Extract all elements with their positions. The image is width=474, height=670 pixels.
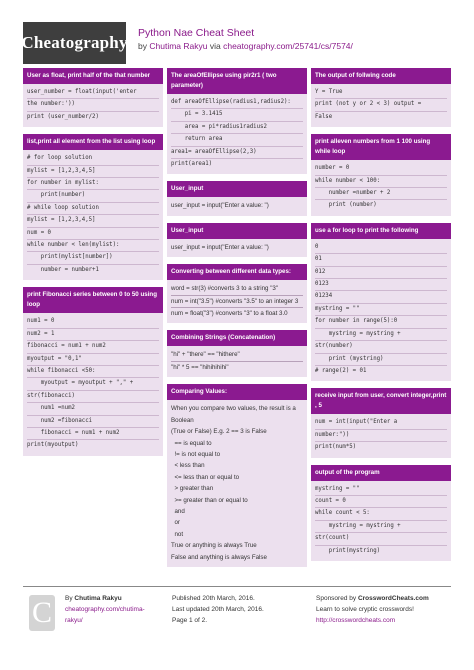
code-line: 01234 bbox=[315, 291, 447, 303]
code-line: num = int(input("Enter a bbox=[315, 417, 447, 429]
page-title: Python Nae Cheat Sheet bbox=[138, 27, 255, 39]
card-title: The areaOfEllipse using pir2r1 ( two parameter) bbox=[167, 68, 307, 94]
column-2 bbox=[167, 68, 307, 574]
code-line: # range(2) = 01 bbox=[315, 367, 367, 374]
text-line: < less than bbox=[171, 462, 205, 470]
column-1 bbox=[23, 68, 163, 463]
code-line: count = 0 bbox=[315, 496, 447, 508]
page-number: Page 1 of 2. bbox=[172, 617, 208, 624]
code-line: 012 bbox=[315, 267, 447, 279]
cheat-card bbox=[311, 134, 451, 216]
footer-author-url[interactable]: cheatography.com/chutima- bbox=[65, 606, 145, 613]
via-label: via bbox=[209, 41, 221, 51]
card-body bbox=[167, 280, 307, 323]
by-prefix: by bbox=[138, 41, 147, 51]
code-line: area1= areaOfEllipse(2,3) bbox=[171, 147, 303, 159]
code-line: print (number) bbox=[315, 202, 377, 209]
code-line: num = 0 bbox=[27, 228, 159, 240]
code-line: print(number) bbox=[27, 190, 159, 202]
code-line: number =number + 2 bbox=[315, 188, 447, 200]
footer-author-name: Chutima Rakyu bbox=[74, 595, 122, 602]
text-line: >= greater than or equal to bbox=[171, 496, 248, 504]
code-line: fibonacci = num1 + num2 bbox=[27, 341, 159, 353]
code-line: mystring = "" bbox=[315, 304, 447, 316]
card-title: list,print all element from the list using loop bbox=[23, 134, 163, 150]
card-body bbox=[167, 197, 307, 215]
cheat-card bbox=[23, 68, 163, 127]
code-line: fibonacci = num1 + num2 bbox=[27, 428, 159, 440]
card-title: print alleven numbers from 1 100 using while loop bbox=[311, 134, 451, 160]
code-line: print(num*5) bbox=[315, 444, 357, 451]
card-body bbox=[311, 160, 451, 216]
text-line: When you compare two values, the result is a bbox=[171, 405, 296, 413]
text-line: num = float("3") #converts "3" to a float 3.0 bbox=[171, 307, 303, 319]
footer-author bbox=[65, 593, 145, 626]
published-date: Published 20th March, 2016. bbox=[172, 595, 255, 602]
sheet-url-link[interactable]: cheatography.com/25741/cs/7574/ bbox=[223, 41, 353, 51]
code-line: for number in range(5):0 bbox=[315, 316, 447, 328]
text-line: False and anything is always False bbox=[171, 553, 267, 561]
sponsor-name[interactable]: CrosswordCheats.com bbox=[357, 595, 429, 602]
card-title: Combining Strings (Concatenation) bbox=[167, 330, 307, 346]
code-line: False bbox=[315, 113, 333, 120]
code-line: num2 =fibonacci bbox=[27, 416, 159, 428]
card-title: User_input bbox=[167, 181, 307, 197]
text-line: (True or False) E.g. 2 == 3 is False bbox=[171, 428, 267, 436]
cheat-card bbox=[311, 465, 451, 561]
code-line: number = number+1 bbox=[27, 266, 99, 273]
code-line: mylist = [1,2,3,4,5] bbox=[27, 166, 159, 178]
code-line: mystring = "" bbox=[315, 484, 447, 496]
code-line: Y = True bbox=[315, 87, 447, 99]
card-title: output of the program bbox=[311, 465, 451, 481]
code-line: print (user_number/2) bbox=[27, 113, 99, 120]
column-3 bbox=[311, 68, 451, 568]
code-line: print(mystring) bbox=[315, 547, 381, 554]
footer-by-label: By bbox=[65, 595, 73, 602]
text-line: "hi" + "there" == "hithere" bbox=[171, 351, 240, 359]
text-line: user_input = input("Enter a value: ") bbox=[171, 243, 269, 251]
footer-author-url-2[interactable]: rakyu/ bbox=[65, 617, 83, 624]
text-line: == is equal to bbox=[171, 439, 212, 447]
code-line: print(mylist[number]) bbox=[27, 252, 159, 264]
code-line: myoutput = "0,1" bbox=[27, 354, 159, 366]
code-line: the number:')) bbox=[27, 99, 159, 111]
card-title: print Fibonacci series between 0 to 50 using loop bbox=[23, 287, 163, 313]
code-line: number:")) bbox=[315, 430, 447, 442]
code-line: # for loop solution bbox=[27, 153, 159, 165]
card-body bbox=[167, 239, 307, 257]
cheat-card bbox=[311, 388, 451, 457]
code-line: area = pi*radius1radius2 bbox=[171, 122, 303, 134]
updated-date: Last updated 20th March, 2016. bbox=[172, 606, 264, 613]
code-line: str(fibonacci) bbox=[27, 391, 159, 403]
code-line: print (mystring) bbox=[315, 354, 447, 366]
code-line: print(area1) bbox=[171, 161, 213, 168]
code-line: str(number) bbox=[315, 341, 447, 353]
cheat-card bbox=[167, 68, 307, 174]
code-line: while number < len(mylist): bbox=[27, 240, 159, 252]
cheat-card bbox=[167, 384, 307, 567]
cheat-card bbox=[311, 223, 451, 381]
text-line: Boolean bbox=[171, 416, 194, 424]
cheat-card bbox=[23, 134, 163, 280]
text-line: > greater than bbox=[171, 485, 214, 493]
cheat-card bbox=[311, 68, 451, 127]
text-line: != is not equal to bbox=[171, 450, 221, 458]
sponsor-prefix: Sponsored by bbox=[316, 595, 357, 602]
text-line: user_input = input("Enter a value: ") bbox=[171, 202, 269, 210]
code-line: def areaOfEllipse(radius1,radius2): bbox=[171, 97, 303, 109]
card-body bbox=[23, 150, 163, 280]
code-line: num2 = 1 bbox=[27, 329, 159, 341]
card-body bbox=[23, 313, 163, 455]
code-line: mylist = [1,2,3,4,5] bbox=[27, 215, 159, 227]
card-title: User as float, print half of the that number bbox=[23, 68, 163, 84]
code-line: num1 = 0 bbox=[27, 316, 159, 328]
cheatography-logo[interactable]: Cheatography bbox=[23, 22, 126, 64]
card-body bbox=[311, 239, 451, 381]
footer-sponsor bbox=[316, 593, 429, 626]
text-line: word = str(3) #converts 3 to a string "3" bbox=[171, 285, 279, 293]
code-line: while number < 100: bbox=[315, 176, 447, 188]
code-line: mystring = mystring + bbox=[315, 329, 447, 341]
card-body bbox=[167, 400, 307, 567]
sponsor-tagline: Learn to solve cryptic crosswords! bbox=[316, 606, 414, 613]
code-line: print (not y or 2 < 3) output = bbox=[315, 99, 447, 111]
card-body bbox=[311, 84, 451, 127]
card-body bbox=[167, 94, 307, 174]
card-title: receive input from user, convert integer,print , 5 bbox=[311, 388, 451, 414]
cheat-card bbox=[167, 330, 307, 377]
footer bbox=[23, 586, 451, 656]
text-line: <= less than or equal to bbox=[171, 473, 240, 481]
card-body bbox=[23, 84, 163, 127]
card-title: Converting between different data types: bbox=[167, 264, 307, 280]
code-line: user_number = float(input('enter bbox=[27, 87, 159, 99]
code-line: num1 =num2 bbox=[27, 403, 159, 415]
text-line: num = int("3.5") #converts "3.5" to an integer 3 bbox=[171, 295, 303, 307]
code-line: mystring = mystring + bbox=[315, 521, 447, 533]
text-line: True or anything is always True bbox=[171, 542, 257, 550]
code-line: print(myoutput) bbox=[27, 442, 79, 449]
code-line: 0 bbox=[315, 242, 447, 254]
cheat-card bbox=[167, 264, 307, 323]
code-line: number = 0 bbox=[315, 163, 447, 175]
byline bbox=[138, 41, 353, 51]
code-line: while count < 5: bbox=[315, 508, 447, 520]
card-body bbox=[167, 346, 307, 377]
code-line: return area bbox=[171, 134, 303, 146]
text-line: "hi" * 5 == "hihihihihi" bbox=[171, 361, 303, 373]
code-line: while fibonacci <50: bbox=[27, 366, 159, 378]
text-line: or bbox=[171, 519, 180, 527]
footer-publish-info bbox=[172, 593, 264, 626]
code-line: 01 bbox=[315, 254, 447, 266]
card-title: The output of follwing code bbox=[311, 68, 451, 84]
card-title: User_input bbox=[167, 223, 307, 239]
code-line: for number in mylist: bbox=[27, 178, 159, 190]
cheatography-c-icon: C bbox=[29, 595, 55, 631]
author-link[interactable]: Chutima Rakyu bbox=[149, 41, 208, 51]
cheat-card bbox=[23, 287, 163, 455]
text-line: and bbox=[171, 507, 185, 515]
code-line: pi = 3.1415 bbox=[171, 109, 303, 121]
card-body bbox=[311, 481, 451, 561]
code-line: str(count) bbox=[315, 533, 447, 545]
card-body bbox=[311, 414, 451, 457]
card-title: Comparing Values: bbox=[167, 384, 307, 400]
code-line: 0123 bbox=[315, 279, 447, 291]
code-line: # while loop solution bbox=[27, 203, 159, 215]
sponsor-url[interactable]: http://crosswordcheats.com bbox=[316, 617, 396, 624]
code-line: myoutput = myoutput + "," + bbox=[27, 378, 159, 390]
cheat-card bbox=[167, 223, 307, 257]
cheat-card bbox=[167, 181, 307, 215]
text-line: not bbox=[171, 530, 184, 538]
card-title: use a for loop to print the following bbox=[311, 223, 451, 239]
